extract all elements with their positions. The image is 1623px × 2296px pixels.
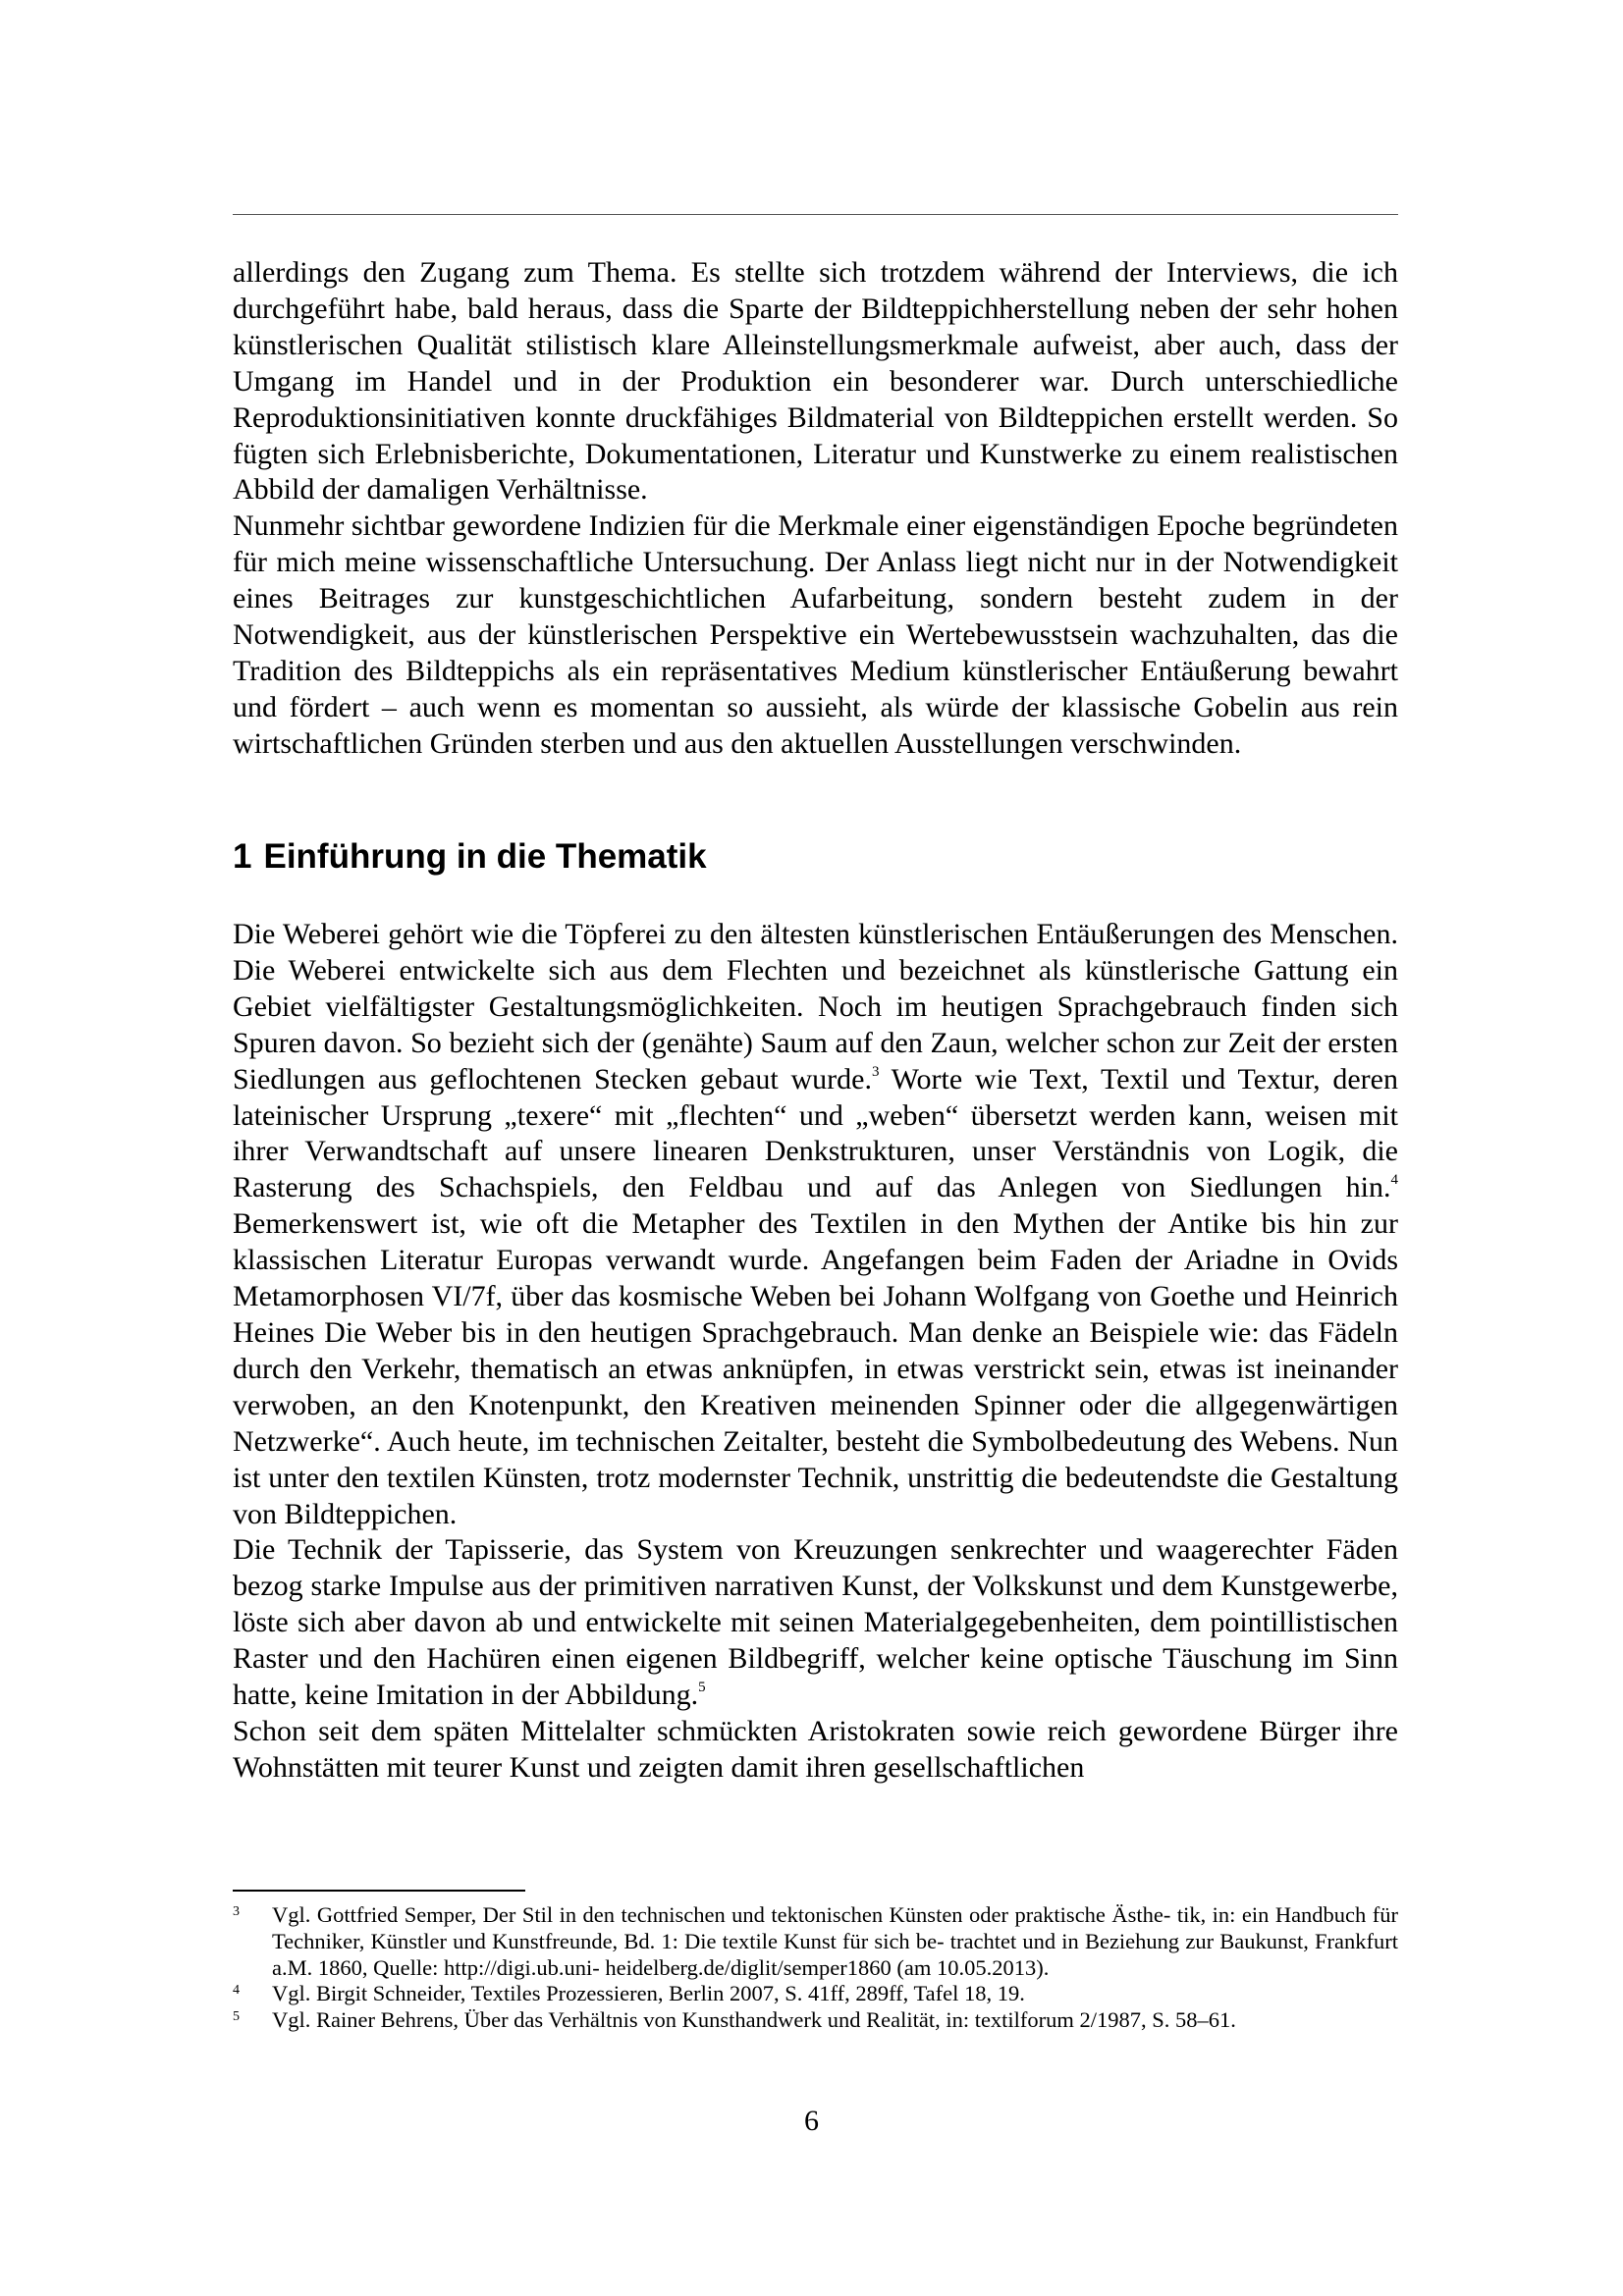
footnote-item	[233, 1981, 1398, 2007]
intro-paragraph: allerdings den Zugang zum Thema. Es stellte sich trotzdem während der Interviews, die ich durchgeführt habe, bald heraus, dass die Sparte der Bildteppichherstellung neben der sehr hohen künstlerischen Qualität stilistisch klare Alleinstellungsmerkmale aufweist, aber auch, dass der Umgang im Handel und in der Produktion ein besonderer war. Durch unterschiedliche Reproduktionsinitiativen konnte druckfähiges Bildmaterial von Bildteppichen erstellt werden. So fügten sich Erlebnisberichte, Dokumentationen, Literatur und Kunstwerke zu einem realistischen Abbild der damaligen Verhältnisse.	[233, 256, 1398, 507]
header-rule	[233, 214, 1398, 215]
main-text-block	[233, 917, 1398, 1787]
intro-text-block	[233, 255, 1398, 763]
main-paragraph-2-text: Die Technik der Tapisserie, das System von Kreuzungen senkrechter und waagerechter Fäden bezog starke Impulse aus der primitiven narrativen Kunst, der Volkskunst und dem Kunstgewerbe, löste sich aber davon ab und entwickelte mit seinen Materialgegebenheiten, dem pointillistischen Raster und den Hachüren einen eigenen Bildbegriff, welcher keine optische Täuschung im Sinn hatte, keine Imitation in der Abbildung.	[233, 1533, 1398, 1712]
page-number: 6	[804, 2105, 819, 2137]
footnote-mark: 5	[233, 2009, 240, 2025]
footnote-mark: 3	[233, 1904, 240, 1919]
main-paragraph-1	[233, 917, 1398, 1532]
footnote-ref[interactable]: 3	[871, 1063, 880, 1080]
footnotes	[233, 1902, 1398, 2034]
footnote-text: Vgl. Birgit Schneider, Textiles Prozessieren, Berlin 2007, S. 41ff, 289ff, Tafel 18, 19.	[272, 1981, 1025, 2006]
footnote-item	[233, 2007, 1398, 2034]
footnote-ref[interactable]: 5	[698, 1680, 706, 1696]
intro-paragraph-2: Nunmehr sichtbar gewordene Indizien für die Merkmale einer eigenständigen Epoche begründeten für mich meine wissenschaftliche Untersuchung. Der Anlass liegt nicht nur in der Notwendigkeit eines Beitrages zur kunstgeschichtlichen Aufarbeitung, sondern besteht zudem in der Notwendigkeit, aus der künstlerischen Perspektive ein Wertebewusstsein wachzuhalten, das die Tradition des Bildteppichs als ein repräsentatives Medium künstlerischer Entäußerung bewahrt und fördert – auch wenn es momentan so aussieht, als würde der klassische Gobelin aus rein wirtschaftlichen Gründen sterben und aus den aktuellen Ausstellungen verschwinden.	[233, 509, 1398, 760]
section-title: Einführung in die Thematik	[263, 837, 707, 876]
footnote-separator	[233, 1890, 525, 1892]
section-heading	[233, 836, 1398, 878]
footnote-item	[233, 1902, 1398, 1981]
footnote-mark: 4	[233, 1983, 240, 1999]
main-paragraph-3: Schon seit dem späten Mittelalter schmückten Aristokraten sowie reich gewordene Bürger ihre Wohnstätten mit teurer Kunst und zeigten damit ihren gesellschaftlichen	[233, 1714, 1398, 1784]
main-paragraph-1-part3: Bemerkenswert ist, wie oft die Metapher des Textilen in den Mythen der Antike bis hin zur klassischen Literatur Europas verwandt wurde. Angefangen beim Faden der Ariadne in Ovids Metamorphosen VI/7f, über das kosmische Weben bei Johann Wolfgang von Goethe und Heinrich Heines Die Weber bis in den heutigen Sprachgebrauch. Man denke an Beispiele wie: das Fädeln durch den Verkehr, thematisch an etwas anknüpfen, in etwas verstrickt sein, etwas ist ineinander verwoben, an den Knotenpunkt, den Kreativen meinenden Spinner oder die allgegenwärtigen Netzwerke“. Auch heute, im technischen Zeitalter, besteht die Symbolbedeutung des Webens. Nun ist unter den textilen Künsten, trotz modernster Technik, unstrittig die bedeutendste die Gestaltung von Bildteppichen.	[233, 1207, 1398, 1530]
footnote-ref[interactable]: 4	[1390, 1172, 1398, 1189]
main-paragraph-1-part2: Worte wie Text, Textil und Textur, deren lateinischer Ursprung „texere“ mit „flechten“ und „weben“ übersetzt werden kann, weisen mit ihrer Verwandtschaft auf unsere linearen Denkstrukturen, unser Verständnis von Logik, die Rasterung des Schachspiels, den Feldbau und auf das Anlegen von Siedlungen hin.	[233, 1062, 1398, 1204]
main-paragraph-1-part1: Die Weberei gehört wie die Töpferei zu den ältesten künstlerischen Entäußerungen des Menschen. Die Weberei entwickelte sich aus dem Flechten und bezeichnet als künstlerische Gattung ein Gebiet vielfältigster Gestaltungsmöglichkeiten. Noch im heutigen Sprachgebrauch finden sich Spuren davon. So bezieht sich der (genähte) Saum auf den Zaun, welcher schon zur Zeit der ersten Siedlungen aus geflochtenen Stecken gebaut wurde.	[233, 918, 1398, 1095]
main-paragraph-2	[233, 1532, 1398, 1714]
footnote-text: Vgl. Rainer Behrens, Über das Verhältnis von Kunsthandwerk und Realität, in: textilforum 2/1987, S. 58–61.	[272, 2007, 1236, 2033]
footnote-text: Vgl. Gottfried Semper, Der Stil in den technischen und tektonischen Künsten oder praktische Ästhe- tik, in: ein Handbuch für Techniker, Künstler und Kunstfreunde, Bd. 1: Die textile Kunst für sich be- trachtet und in Beziehung zur Baukunst, Frankfurt a.M. 1860, Quelle: http://digi.ub.uni- heidelberg.de/diglit/semper1860 (am 10.05.2013).	[272, 1902, 1398, 1980]
section-number: 1	[233, 837, 252, 876]
